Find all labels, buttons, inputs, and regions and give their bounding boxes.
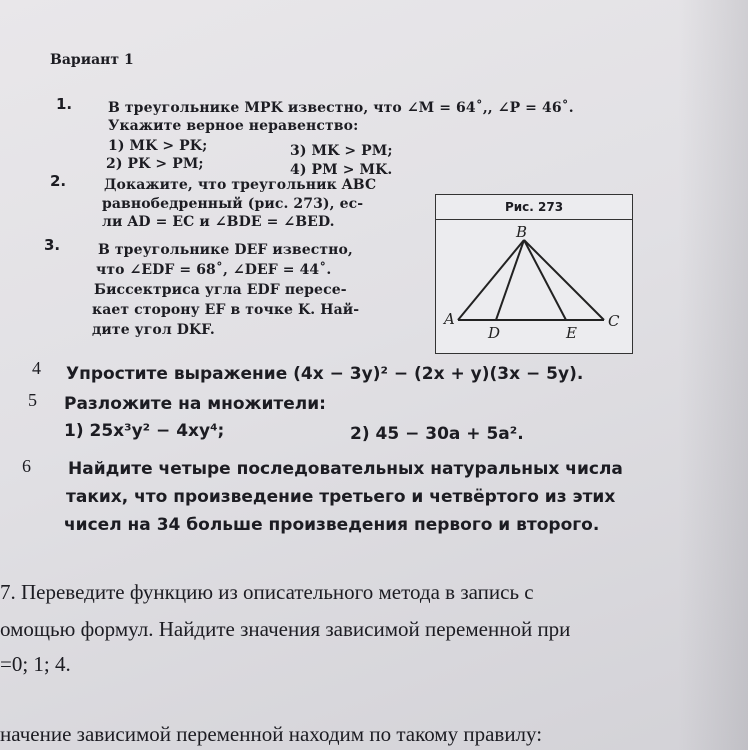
task3-line1: В треугольнике DEF известно, <box>98 242 353 258</box>
segment-bd <box>496 240 524 320</box>
figure-caption: Рис. 273 <box>436 195 632 220</box>
task5-text: Разложите на множители: <box>64 394 326 414</box>
label-b: B <box>516 223 528 241</box>
task3-line4: кает сторону EF в точке K. Най- <box>92 302 360 318</box>
task3-line5: дите угол DKF. <box>92 322 215 338</box>
task3-line2: что ∠EDF = 68˚, ∠DEF = 44˚. <box>96 262 332 278</box>
triangle-diagram <box>436 220 632 352</box>
task1-line1: В треугольнике MPK известно, что ∠M = 64˚,, ∠P = 46˚. <box>108 100 574 116</box>
task1-option3: 3) MK > PM; <box>290 143 393 159</box>
label-a: A <box>444 310 455 328</box>
task1-number: 1. <box>56 95 73 113</box>
side-bc <box>524 240 604 320</box>
task5-number: 5 <box>28 390 37 410</box>
task2-line1: Докажите, что треугольник ABC <box>104 177 377 193</box>
side-ab <box>458 240 524 320</box>
task2-line2: равнобедренный (рис. 273), ес- <box>102 196 364 212</box>
task3-number: 3. <box>44 236 61 254</box>
variant-title: Вариант 1 <box>50 52 134 68</box>
label-d: D <box>488 324 501 342</box>
task2-line3: ли AD = EC и ∠BDE = ∠BED. <box>102 214 335 230</box>
task1-option1: 1) MK > PK; <box>108 138 208 154</box>
figure-273 <box>435 194 633 354</box>
footer-line: начение зависимой переменной находим по такому правилу: <box>0 722 543 746</box>
page-shadow <box>678 0 748 750</box>
task7-line3: =0; 1; 4. <box>0 652 71 676</box>
segment-be <box>524 240 566 320</box>
label-e: E <box>566 324 577 342</box>
task2-number: 2. <box>50 172 67 190</box>
task1-option4: 4) PM > MK. <box>290 162 393 178</box>
task3-line3: Биссектриса угла EDF пересе- <box>94 282 347 298</box>
task6-line1: Найдите четыре последовательных натуральных числа <box>68 459 623 479</box>
task5-item2: 2) 45 − 30a + 5a². <box>350 424 524 444</box>
task7-line2: омощью формул. Найдите значения зависимой переменной при <box>0 617 571 641</box>
task6-line3: чисел на 34 больше произведения первого и второго. <box>64 515 600 535</box>
task7-line1: 7. Переведите функцию из описательного метода в запись с <box>0 580 534 604</box>
task5-item1: 1) 25x³y² − 4xy⁴; <box>64 421 225 441</box>
task1-option2: 2) PK > PM; <box>106 156 204 172</box>
task1-line2: Укажите верное неравенство: <box>108 118 359 134</box>
task4-number: 4 <box>32 358 41 378</box>
task6-number: 6 <box>22 456 31 476</box>
task6-line2: таких, что произведение третьего и четвёртого из этих <box>66 487 616 507</box>
task4-text: Упростите выражение (4x − 3y)² − (2x + y)(3x − 5y). <box>66 364 584 384</box>
label-c: C <box>608 312 620 330</box>
